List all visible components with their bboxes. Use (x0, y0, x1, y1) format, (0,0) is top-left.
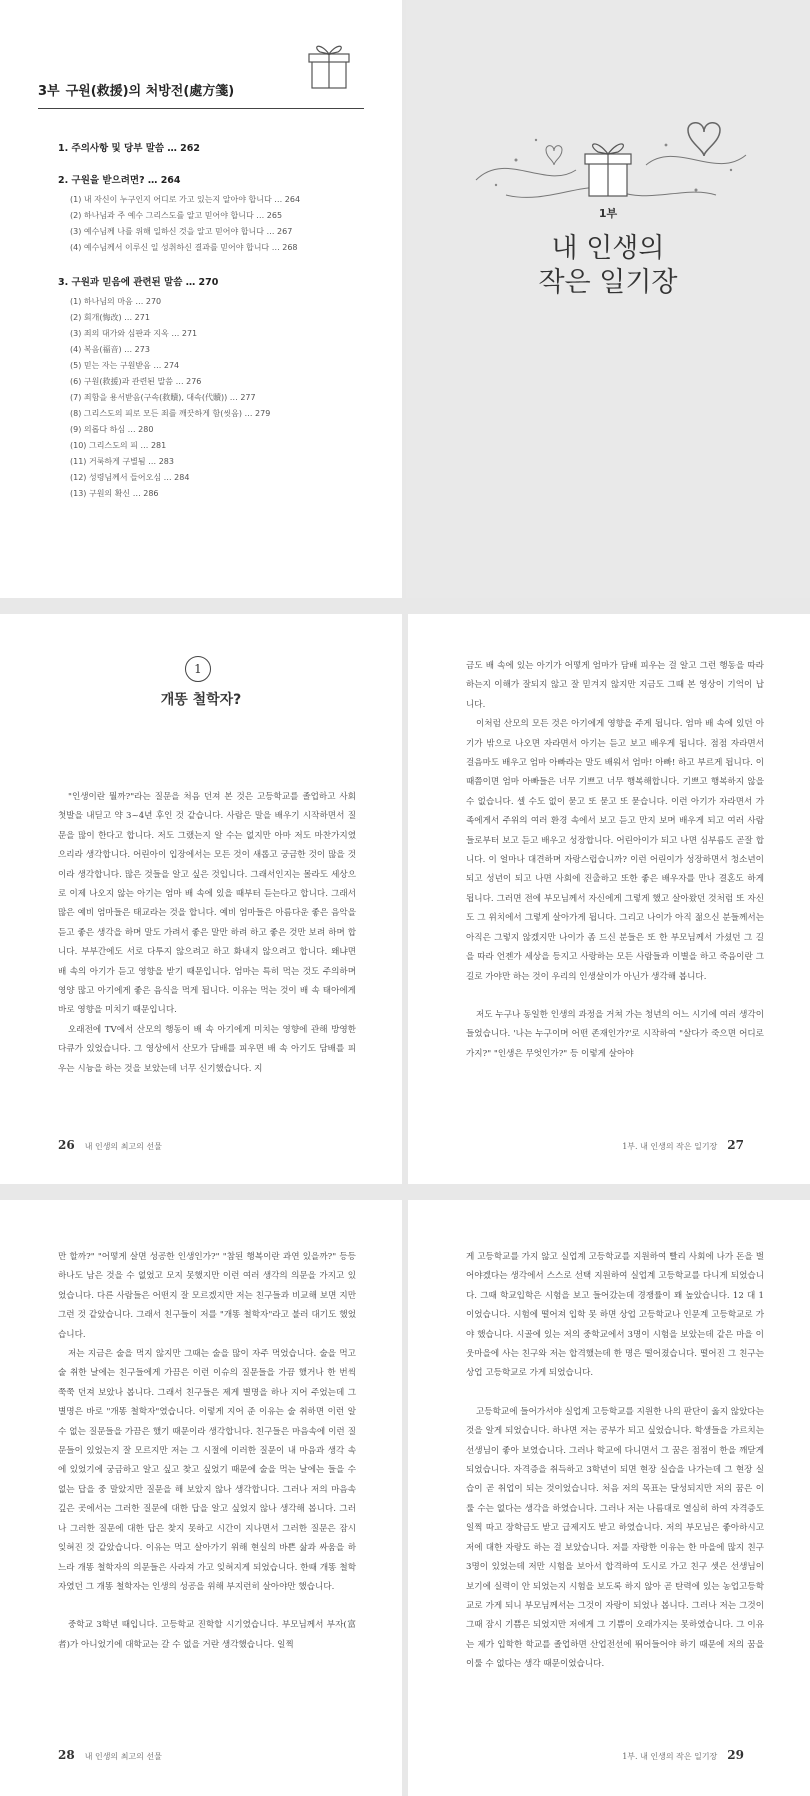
page-29-body (466, 1248, 764, 1675)
toc-item[interactable]: (2) 하나님과 주 예수 그리스도를 알고 믿어야 합니다 … 265 (70, 211, 283, 220)
paragraph: 저도 누구나 동일한 인생의 과정을 거쳐 가는 청년의 어느 시기에 여러 생각이 들었습니다. '나는 누구이며 어떤 존재인가?'로 시작하여 "살다가 죽으면 어디로 가지?" "인생은 무엇인가?" 등 이렇게 살아야 (466, 1009, 764, 1059)
page-28-body (58, 1248, 356, 1655)
toc-item[interactable]: (9) 의롭다 하심 … 280 (70, 425, 154, 434)
toc-section-1[interactable]: 1. 주의사항 및 당부 말씀 … 262 (58, 143, 200, 154)
part-title-line-2: 작은 일기장 (538, 267, 678, 298)
toc-item[interactable]: (6) 구원(救援)과 관련된 말씀 … 276 (70, 377, 202, 386)
paragraph: 만 할까?" "어떻게 살면 성공한 인생인가?" "참된 행복이란 과연 있을까?" 등등 하나도 남은 것을 수 없었고 모지 못했지만 이런 여러 생각의 의문을 가지고 있었습니다. 다른 사람들은 어떤지 잘 모르겠지만 저는 친구들과 비교해 보면 지만 그런 것 같았습니다. 그래서 친구들이 저를 "개똥 철학자"라고 불러 대기도 했었습니다. (58, 1252, 356, 1340)
toc-item[interactable]: (4) 복음(福音) … 273 (70, 345, 150, 354)
part-number: 1부 (598, 207, 618, 220)
paragraph: 게 고등학교를 가지 않고 실업계 고등학교를 지원하여 빨리 사회에 나가 돈을 벌어야겠다는 생각에서 스스로 선택 지원하여 실업계 고등학교를 다니게 되었습니다. 그때 학교입학은 시험을 보고 들어갔는데 경쟁률이 꽤 높았습니다. 12 대 1이었습니다. 시험에 떨어져 입학 못 하면 상업 고등학교나 인문계 고등학교로 가야 했습니다. 시골에 있는 저의 중학교에서 3명이 시험을 보았는데 같은 마을 이웃마을에 사는 친구와 저는 합격했는데 한 명은 떨어졌습니다. 떨어진 그 친구는 상업 고등학교로 가게 되었습니다. (466, 1252, 764, 1379)
page-27-body (466, 657, 764, 1064)
toc-list (58, 140, 388, 502)
chapter-title: 개똥 철학자? (160, 692, 242, 708)
toc-part-label: 3부 (38, 83, 60, 99)
page-28-footer (58, 1748, 162, 1762)
page-27-footer (622, 1138, 744, 1152)
running-title: 1부. 내 인생의 작은 일기장 (622, 1142, 718, 1151)
toc-item[interactable]: (11) 거룩하게 구별됨 … 283 (70, 457, 174, 466)
toc-item[interactable]: (8) 그리스도의 피로 모든 죄를 깨끗하게 함(씻음) … 279 (70, 409, 271, 418)
page-26-footer (58, 1138, 162, 1152)
toc-page (0, 0, 402, 598)
paragraph: 이처럼 산모의 모든 것은 아기에게 영향을 주게 됩니다. 엄마 배 속에 있던 아기가 밖으로 나오면 자라면서 아기는 듣고 보고 배우게 됩니다. 점점 자라면서 걸음마도 배우고 엄마 아빠라는 말도 배워서 엄마! 아빠! 하고 부르게 됩니다. 이때쯤이면 엄마 아빠들은 너무 기쁘고 너무 행복해합니다. 기쁘고 행복하지 않을 수 없습니다. 셀 수도 없이 묻고 또 묻고 또 묻습니다. 이런 아기가 자라면서 가족에게서 주위의 여러 환경 속에서 보고 듣고 만지 보며 배우게 되고 여러 사람들로부터 보고 듣고 배우고 성장합니다. 어린아이가 되고 나면 심부름도 곧잘 합니다. 이 얼마나 대견하며 자랑스럽습니까? 이런 어린이가 성장하면서 청소년이 되고 성년이 되고 나면 사회에 진출하고 또한 좋은 배우자를 만나 결혼도 하게 됩니다. 그러면 전에 부모님께서 자신에게 그렇게 했고 살아왔던 것처럼 또 자신도 그 위치에서 그렇게 살아가게 됩니다. 그리고 나이가 아직 젊으신 분들께서는 아직은 그렇지 않겠지만 나이가 좀 드신 분들은 또 한 부모님께서 가셨던 그 길을 따라 언젠가 세상을 등지고 사랑하는 모든 사람들과 이별을 하고 죽음이란 그 길로 가야만 하는 것이 우리의 인생살이가 아닌가 생각해 봅니다. (466, 719, 764, 982)
toc-header (38, 70, 364, 109)
page-number: 29 (727, 1748, 744, 1762)
running-title: 1부. 내 인생의 작은 일기장 (622, 1752, 718, 1761)
part-title (406, 232, 810, 300)
paragraph: "인생이란 뭘까?"라는 질문을 처음 던져 본 것은 고등학교를 졸업하고 사회 첫발을 내딛고 약 3~4년 후인 것 같습니다. 사람은 말을 배우기 시작하면서 질문을 많이 한다고 합니다. 저도 그랬는지 알 수는 없지만 아마 저도 마찬가지였으리라 생각합니다. 어린아이 입장에서는 모든 것이 새롭고 궁금한 것이 많을 것이라 생각합니다. 많은 것들을 알고 싶은 것입니다. 그래서인지는 몰라도 세상으로 이제 나오지 않는 아기는 엄마 배 속에 있을 때부터 듣는다고 합니다. 그래서 많은 예비 엄마들은 태교라는 것을 합니다. 예비 엄마들은 아름다운 좋은 음악을 듣고 좋은 생각을 하며 말도 가려서 좋은 말만 하려 하고 좋은 것만 보려 하며 합니다. 부부간에도 서로 다투지 않으려고 하고 화내지 않으려고 합니다. 왜냐면 배 속의 아기가 듣고 영향을 받기 때문입니다. 엄마는 특히 먹는 것도 주의하며 영양 많고 아기에게 좋은 음식을 먹게 됩니다. 이유는 먹는 것이 배 속 태아에게 바로 영향을 미치기 때문입니다. (58, 792, 356, 1016)
toc-section-3[interactable]: 3. 구원과 믿음에 관련된 말씀 … 270 (58, 277, 219, 288)
page-number: 26 (58, 1138, 75, 1152)
paragraph: 금도 배 속에 있는 아기가 어떻게 엄마가 담배 피우는 걸 알고 그런 행동을 따라 하는지 이해가 잘되지 않고 잘 믿겨지 않지만 지금도 그때 본 영상이 기억이 납니다. (466, 661, 764, 710)
toc-item[interactable]: (1) 하나님의 마음 … 270 (70, 297, 162, 306)
page-29-footer (622, 1748, 744, 1762)
paragraph: 오래전에 TV에서 산모의 행동이 배 속 아기에게 미치는 영향에 관해 방영한 다큐가 있었습니다. 그 영상에서 산모가 담배를 피우면 배 속 아기도 담배를 피우는 시늉을 하는 것을 보았는데 너무 신기했습니다. 지 (58, 1024, 356, 1074)
paragraph: 고등학교에 들어가서야 실업계 고등학교를 지원한 나의 판단이 옳지 않았다는 것을 알게 되었습니다. 하나면 저는 공부가 되고 싶었습니다. 학생들을 가르치는 선생님이 좋아 보였습니다. 그러나 학교에 다니면서 그 꿈은 점점이 한을 깨닫게 되었습니다. 자격증을 취득하고 3학년이 되면 현장 실습을 나가는데 그 현장 실습이 곧 취업이 되는 것이었습니다. 처음 저의 목표는 달성되지만 저의 꿈은 이룰 수는 없다는 생각을 하였습니다. 그러나 저는 나름대로 열심히 하여 자격증도 일찍 따고 장학금도 받고 급제지도 받고 하였습니다. 저의 부모님은 좋아하시고 저에 대한 자랑도 하는 걸 보았습니다. 저를 자랑한 이유는 한 마을에 많지 친구 3명이 있었는데 저만 시험을 보아서 합격하여 도시로 가고 친구 셋은 선생님이 보기에 실력이 안 되었는지 시험을 보도록 하지 않아 곧 탄력에 있는 농업고등학교로 가게 되니 부모님께서는 그것이 자랑이 되었나 봅니다. 그러나 저는 그것이 그때 잠시 기쁨은 되었지만 저에게 그 기쁨이 오래가지는 못하였습니다. 그 이유는 제가 입학한 학교를 졸업하면 산업전선에 뛰어들어야 하기 때문에 저의 꿈을 이룰 수 없다는 생각 때문이었습니다. (466, 1406, 764, 1670)
page-26-body (58, 788, 356, 1079)
toc-item[interactable]: (2) 회개(悔改) … 271 (70, 313, 150, 322)
chapter-number: 1 (185, 656, 211, 682)
toc-item[interactable]: (5) 믿는 자는 구원받음 … 274 (70, 361, 180, 370)
toc-title: 구원(救援)의 처방전(處方箋) (65, 83, 235, 99)
toc-item[interactable]: (3) 죄의 대가와 심판과 지옥 … 271 (70, 329, 198, 338)
paragraph: 중학교 3학년 때입니다. 고등학교 진학할 시기였습니다. 부모님께서 부자(富者)가 아니었기에 대학교는 갈 수 없을 거란 생각했습니다. 일찍 (58, 1620, 356, 1650)
toc-item[interactable]: (12) 성령님께서 들어오심 … 284 (70, 473, 190, 482)
gift-hearts-illustration-icon (446, 110, 770, 220)
page-number: 27 (727, 1138, 744, 1152)
toc-item[interactable]: (7) 죄함을 용서받음(구속(救贖), 대속(代贖)) … 277 (70, 393, 256, 402)
running-title: 내 인생의 최고의 선물 (84, 1752, 162, 1761)
paragraph: 저는 지금은 술을 먹지 않지만 그때는 술을 많이 자주 먹었습니다. 술을 먹고 술 취한 날에는 친구들에게 가끔은 이런 이슈의 질문들을 가끔 했거나 한 번씩 쭉쭉 던져 보았나 봅니다. 그래서 친구들은 제게 별명을 하나 지어 주었는데 그 별명은 바로 "개똥 철학자"였습니다. 이렇게 지어 준 이유는 술 취하면 이런 알 수 없는 질문들을 가끔은 했기 때문이라 생각합니다. 친구들은 마음속에 이런 질문들이 있었는지 잘 모르지만 저는 그 시절에 이러한 질문이 내 마음과 생각 속에 있었기에 궁금하고 알고 싶고 찾고 싶었기 때문에 술을 먹는 날에는 들을 수 없는 답을 중 말았지만 질문을 해 보았지 않나 생각합니다. 그러나 저의 마음속 깊은 곳에서는 그러한 질문에 대한 답을 알고 싶었지 않나 생각해 봅니다. 그러나 그러한 질문에 대한 답은 찾지 못하고 시간이 지나면서 그러한 질문은 잠시 잊혀진 것 같았습니다. 이유는 먹고 살아가기 위해 현실의 바쁜 삶과 싸움을 하느라 개똥 철학자의 의문들은 사라져 가고 잊혀지게 되었습니다. 한때 개똥 철학자였던 그 개똥 철학자는 인생의 성공을 위해 부지런히 살아야만 했습니다. (58, 1349, 356, 1592)
part-title-page (406, 0, 810, 598)
part-title-line-1: 내 인생의 (551, 233, 665, 264)
toc-item[interactable]: (10) 그리스도의 피 … 281 (70, 441, 167, 450)
toc-section-2[interactable]: 2. 구원을 받으려면? … 264 (58, 175, 181, 186)
toc-item[interactable]: (4) 예수님께서 이루신 일 성취하신 결과를 믿어야 합니다 … 268 (70, 243, 298, 252)
running-title: 내 인생의 최고의 선물 (84, 1142, 162, 1151)
toc-item[interactable]: (3) 예수님께 나를 위해 일하신 것을 알고 믿어야 합니다 … 267 (70, 227, 293, 236)
page-number: 28 (58, 1748, 75, 1762)
toc-item[interactable]: (1) 내 자신이 누구인지 어디로 가고 있는지 알아야 합니다 … 264 (70, 195, 301, 204)
toc-item[interactable]: (13) 구원의 확신 … 286 (70, 489, 159, 498)
